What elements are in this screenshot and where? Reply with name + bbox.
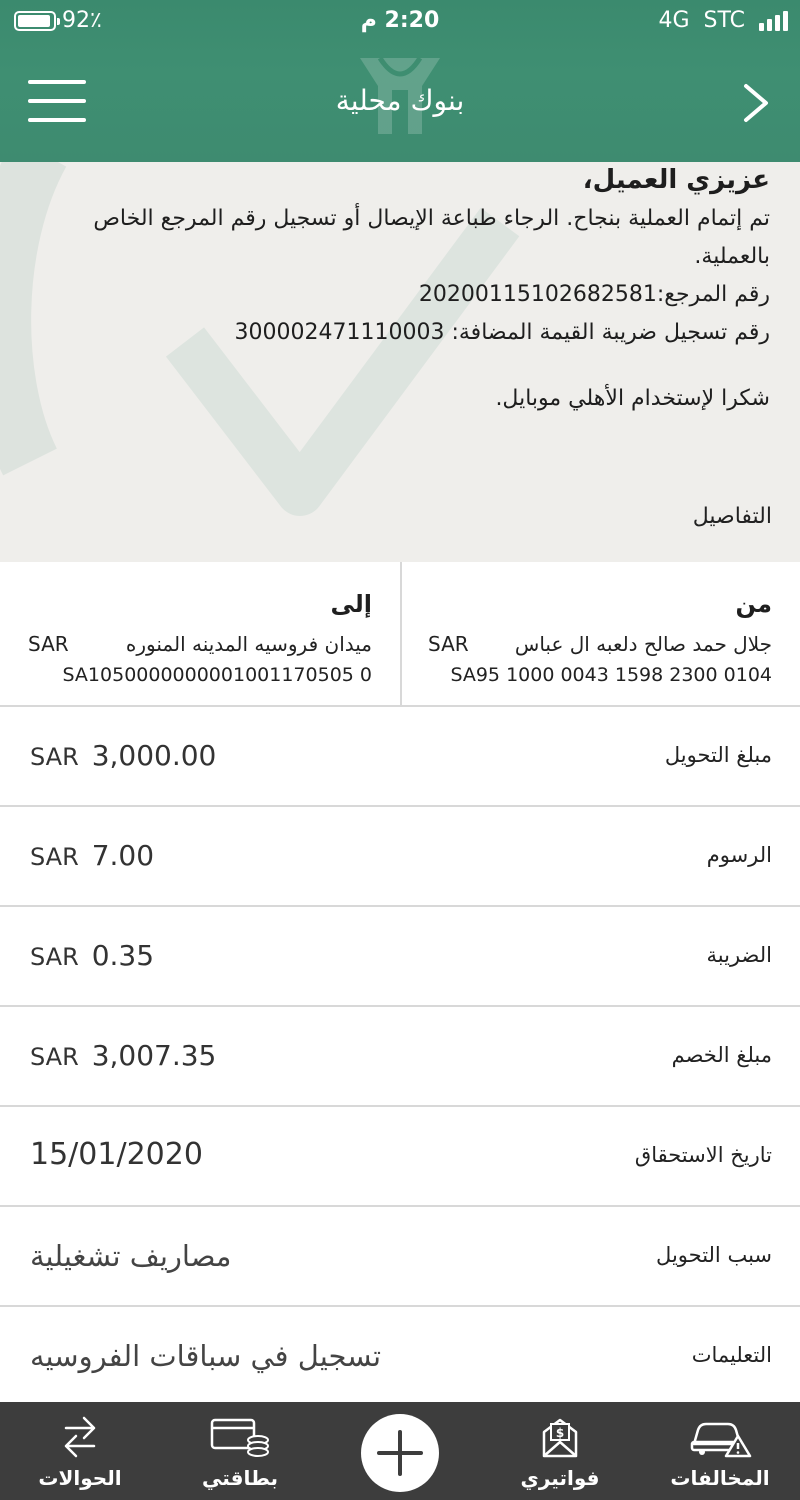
confirmation-message-panel [0, 162, 800, 562]
transfer-amount-value [30, 739, 216, 772]
reason-value: مصاريف تشغيلية [30, 1239, 232, 1273]
to-label: إلى [330, 590, 372, 618]
top-bar [0, 0, 800, 162]
network-type: 4G [658, 8, 690, 33]
vat-number: 300002471110003 [234, 320, 445, 345]
success-line-1: تم إتمام العملية بنجاح. الرجاء طباعة الإيصال أو تسجيل رقم المرجع الخاص [93, 206, 770, 231]
nav-cards[interactable] [160, 1402, 320, 1500]
carrier-name: STC [703, 8, 745, 33]
debit-amount-label: مبلغ الخصم [671, 1043, 772, 1067]
nav-violations[interactable] [640, 1402, 800, 1500]
status-time: 2:20 م [360, 8, 440, 33]
due-date-label: تاريخ الاستحقاق [634, 1143, 772, 1167]
bill-envelope-icon [538, 1414, 582, 1460]
status-bar [0, 0, 800, 44]
nav-bills[interactable] [480, 1402, 640, 1500]
fees-number: 7.00 [91, 839, 155, 872]
thanks-line: شكرا لإستخدام الأهلي موبايل. [495, 386, 770, 411]
debit-amount-number: 3,007.35 [91, 1039, 217, 1072]
transfer-parties [0, 562, 800, 707]
from-account [400, 562, 800, 705]
row-debit-amount [0, 1007, 800, 1107]
details-title: التفاصيل [692, 504, 772, 529]
row-due-date [0, 1107, 800, 1207]
row-reason [0, 1207, 800, 1307]
to-account [0, 562, 400, 705]
row-fees [0, 807, 800, 907]
svg-text:$: $ [555, 1426, 565, 1440]
to-currency: SAR [28, 632, 69, 656]
from-iban: SA95 1000 0043 1598 2300 0104 [450, 664, 772, 686]
reason-label: سبب التحويل [656, 1243, 772, 1267]
page-title: بنوك محلية [335, 84, 465, 117]
message-text [50, 162, 770, 418]
row-notes [0, 1307, 800, 1407]
debit-amount-value [30, 1039, 216, 1072]
notes-label: التعليمات [691, 1343, 772, 1367]
battery-percent: 92٪ [62, 8, 102, 33]
transfer-amount-label: مبلغ التحويل [664, 743, 772, 767]
signal-icon [759, 11, 788, 31]
nav-violations-label: المخالفات [670, 1466, 770, 1490]
to-iban: SA1050000000001001170505 0 [62, 664, 372, 686]
nav-bills-label: فواتيري [520, 1466, 600, 1490]
nav-cards-label: بطاقتي [202, 1466, 278, 1490]
vat-line [50, 314, 770, 352]
network-status [658, 8, 788, 33]
vat-label: رقم تسجيل ضريبة القيمة المضافة: [451, 320, 770, 345]
add-button[interactable] [361, 1414, 439, 1492]
from-label: من [735, 590, 772, 618]
notes-value: تسجيل في سباقات الفروسيه [30, 1339, 382, 1373]
nav-transfers-label: الحوالات [38, 1466, 122, 1490]
car-warning-icon [688, 1414, 752, 1460]
fees-label: الرسوم [706, 843, 772, 867]
tax-value [30, 939, 154, 972]
transfer-amount-number: 3,000.00 [91, 739, 217, 772]
plus-icon [361, 1414, 439, 1492]
reference-label: رقم المرجع: [656, 282, 770, 307]
back-arrow-icon[interactable] [736, 80, 776, 126]
fees-value [30, 839, 154, 872]
reference-number: 20200115102682581 [418, 282, 657, 307]
row-tax [0, 907, 800, 1007]
bottom-navigation [0, 1402, 800, 1500]
from-currency: SAR [428, 632, 469, 656]
tax-label: الضريبة [706, 943, 772, 967]
transfers-arrows-icon [60, 1414, 100, 1458]
greeting: عزيزي العميل، [582, 165, 770, 195]
tax-currency: SAR [30, 943, 79, 971]
tax-number: 0.35 [91, 939, 155, 972]
success-line-2: بالعملية. [694, 244, 770, 269]
party-divider [400, 562, 402, 705]
due-date-value: 15/01/2020 [30, 1137, 203, 1172]
debit-amount-currency: SAR [30, 1043, 79, 1071]
to-name: ميدان فروسيه المدينه المنوره [125, 632, 372, 656]
fees-currency: SAR [30, 843, 79, 871]
nav-transfers[interactable] [0, 1402, 160, 1500]
app-header [0, 44, 800, 162]
reference-line [50, 276, 770, 314]
transfer-details [0, 707, 800, 1407]
row-transfer-amount [0, 707, 800, 807]
card-coins-icon [208, 1414, 272, 1458]
from-name: جلال حمد صالح دلعبه ال عباس [514, 632, 772, 656]
transfer-amount-currency: SAR [30, 743, 79, 771]
